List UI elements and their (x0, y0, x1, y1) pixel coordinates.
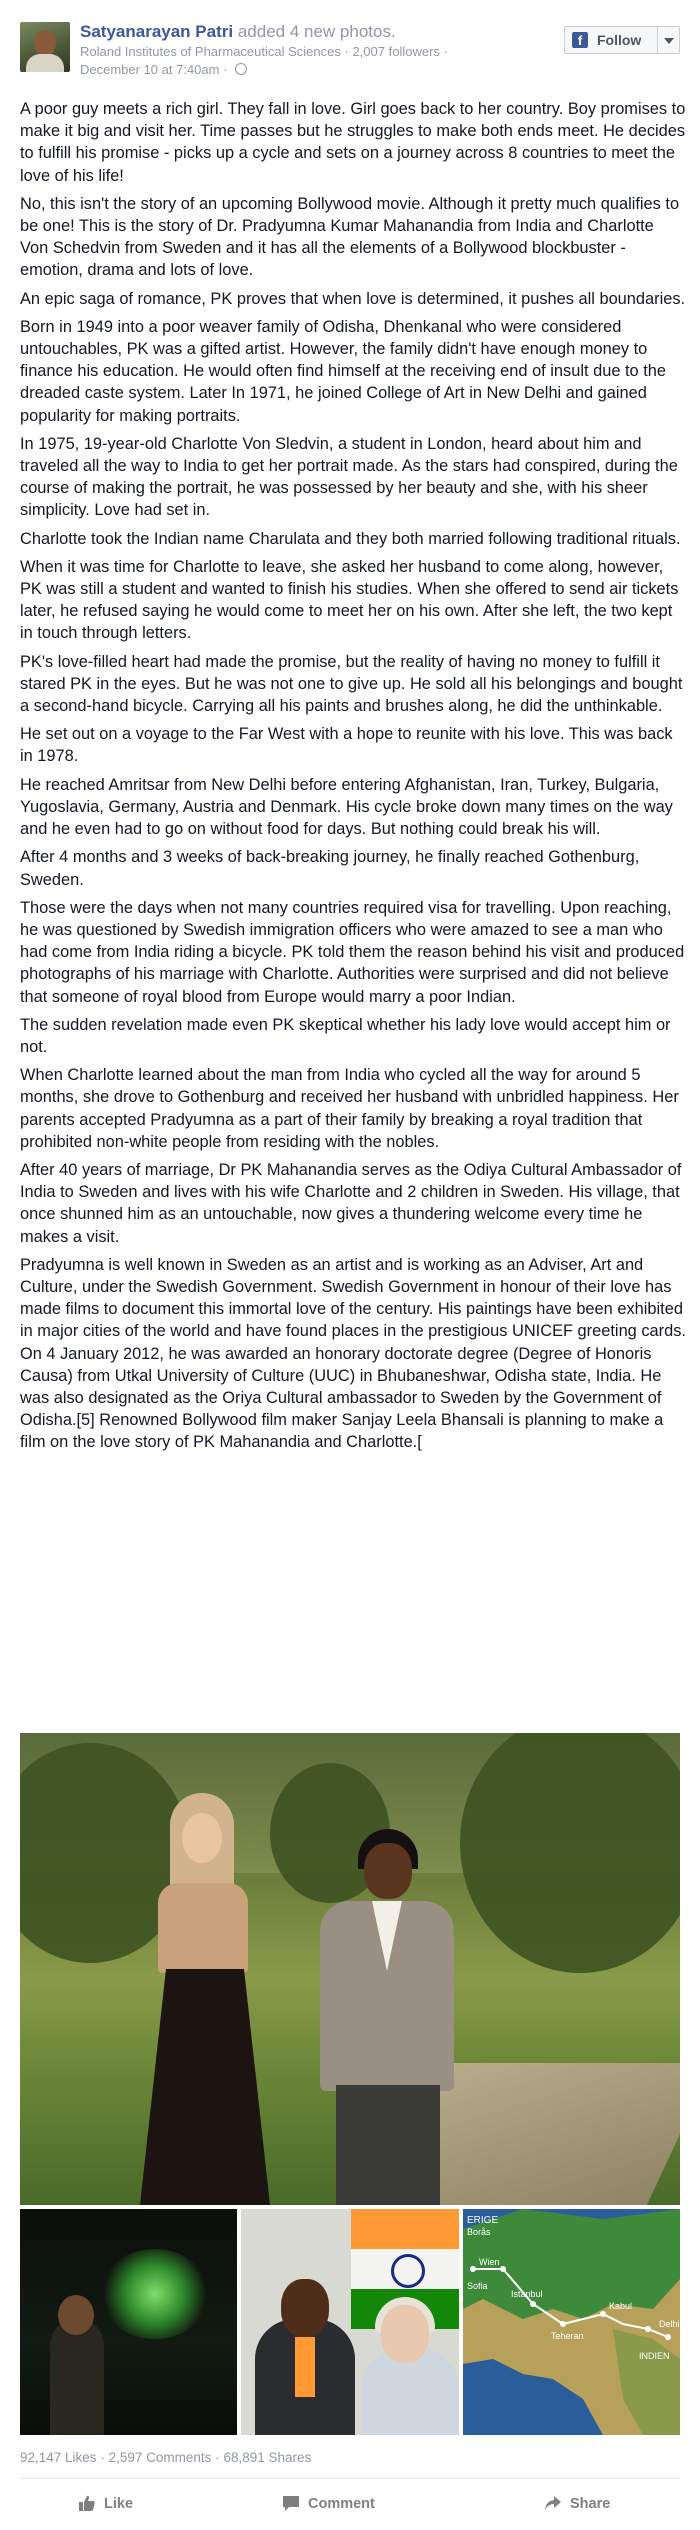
photo-grid (20, 1733, 680, 2435)
post-title-line (80, 22, 396, 42)
map-label: INDIEN (639, 2351, 670, 2361)
post-paragraph: After 4 months and 3 weeks of back-breaking journey, he finally reached Gothenburg, Sweden. (20, 848, 640, 889)
post-paragraph: An epic saga of romance, PK proves that when love is determined, it pushes all boundaries. (20, 289, 686, 308)
map-label: ERIGE (467, 2215, 499, 2226)
post-paragraph: Charlotte took the Indian name Charulata and they both married following traditional rituals. (20, 529, 681, 548)
author-name-link[interactable]: Satyanarayan Patri (80, 22, 234, 41)
map-label: Teheran (551, 2331, 584, 2341)
comment-icon (282, 2494, 300, 2512)
follow-button[interactable] (564, 26, 680, 54)
post-header (20, 22, 680, 86)
thumbs-up-icon (78, 2494, 96, 2512)
like-label: Like (104, 2496, 134, 2512)
post-paragraph: No, this isn't the story of an upcoming Bollywood movie. Although it pretty much qualifies to be one! This is the story of Dr. Pradyumna Kumar Mahanandia from India and Charlotte Von Schedvin from Sweden and it has all the elements of a Bollywood blockbuster - emotion, drama and lots of love. (20, 194, 680, 280)
post-paragraph: In 1975, 19-year-old Charlotte Von Sledvin, a student in London, heard about him and traveled all the way to India to get her portrait made. As the stars had conspired, during the course of making the portrait, he was possessed by her beauty and she, with his sheer simplicity. Love had set in. (20, 434, 678, 520)
post-paragraph: The sudden revelation made even PK skeptical whether his lady love would accept him or not. (20, 1015, 671, 1056)
likes-count-link[interactable]: 92,147 Likes (20, 2450, 97, 2465)
stats-separator: · (100, 2450, 105, 2465)
photo-couple-with-flag[interactable] (241, 2209, 459, 2435)
follow-label: Follow (597, 32, 642, 48)
post-action-text: added 4 new photos. (237, 22, 396, 41)
post-paragraph: When Charlotte learned about the man from India who cycled all the way for around 5 months, she drove to Gothenburg and received her husband with unbridled happiness. Her parents accepted Pradyumna as a part of their family by breaking a royal tradition that prohibited non-white people from residing with the nobles. (20, 1066, 679, 1151)
share-button[interactable] (544, 2494, 610, 2512)
post-paragraph: Born in 1949 into a poor weaver family of Odisha, Dhenkanal who were considered untouchables, PK was a gifted artist. However, the family didn't have enough money to finance his education. He would often find himself at the receiving end of insult due to the dreaded caste system. Later In 1971, he joined College of Art in New Delhi and gained popularity for making portraits. (20, 317, 667, 425)
comments-count-link[interactable]: 2,597 Comments (108, 2450, 212, 2465)
divider (20, 2478, 680, 2479)
post-paragraph: After 40 years of marriage, Dr PK Mahanandia serves as the Odiya Cultural Ambassador of India to Sweden and lives with his wife Charlotte and 2 children in Sweden. His village, that once shunned him as an untouchable, now gives a thundering welcome every time he makes a visit. (20, 1160, 682, 1246)
meta-separator: · (443, 44, 448, 59)
stats-separator: · (215, 2450, 220, 2465)
post-paragraph: He reached Amritsar from New Delhi before entering Afghanistan, Iran, Turkey, Bulgaria, Yugoslavia, Germany, Austria and Denmark. His cycle broke down many times on the way and he even had to go on without food for days. But nothing could break his will. (20, 775, 673, 839)
post-paragraph: Those were the days when not many countries required visa for travelling. Upon reaching, he was questioned by Swedish immigration officers who were amazed to see a man who had come from India riding a bicycle. PK told them the reason behind his visit and produced photographs of his marriage with Charlotte. Authorities were surprised and did not believe that someone of royal blood from Europe would marry a poor Indian. (20, 898, 685, 1006)
post-paragraph: He set out on a voyage to the Far West with a hope to reunite with his love. This was back in 1978. (20, 725, 673, 766)
post-paragraph: A poor guy meets a rich girl. They fall in love. Girl goes back to her country. Boy promises to make it big and visit her. Time passes but he struggles to make both ends meet. He decides to fulfill his promise - picks up a cycle and sets on a journey across 8 countries to meet the love of his life! (20, 100, 686, 185)
post-actions (20, 2486, 680, 2522)
share-icon (544, 2494, 562, 2512)
post-paragraph: When it was time for Charlotte to leave, she asked her husband to come along, however, PK was still a student and wanted to finish his studies. When she offered to send air tickets later, he refused saying he would come to meet her on his own. After she left, the two kept in touch through letters. (20, 557, 679, 643)
engagement-stats (20, 2450, 311, 2465)
map-label: Sofia (467, 2281, 488, 2291)
globe-icon (235, 63, 247, 75)
map-label: Wien (479, 2257, 500, 2267)
photo-route-map[interactable] (463, 2209, 680, 2435)
comment-button[interactable] (282, 2494, 375, 2512)
chevron-down-icon[interactable] (664, 38, 674, 44)
map-label: Delhi (659, 2319, 680, 2329)
shares-count-link[interactable]: 68,891 Shares (223, 2450, 312, 2465)
post-timestamp[interactable]: December 10 at 7:40am (80, 62, 220, 77)
post-paragraph: PK's love-filled heart had made the promise, but the reality of having no money to fulfill it stared PK in the eyes. But he was not one to give up. He sold all his belongings and bought a second-hand bicycle. Carrying all his paints and brushes along, he did the unthinkable. (20, 652, 683, 716)
map-label: Kabul (609, 2301, 633, 2311)
photo-main-couple[interactable] (20, 1733, 680, 2205)
post-time-line (80, 62, 247, 77)
author-avatar[interactable] (20, 22, 70, 72)
author-meta (80, 44, 448, 59)
meta-separator: · (344, 44, 349, 59)
map-label: Istanbul (511, 2289, 543, 2299)
post-body (20, 98, 686, 1460)
facebook-icon: f (572, 32, 588, 48)
institution-link[interactable]: Roland Institutes of Pharmaceutical Sciences (80, 44, 341, 59)
photo-green-light[interactable] (20, 2209, 237, 2435)
followers-count: 2,007 followers (352, 44, 440, 59)
meta-separator: · (223, 62, 228, 77)
post-paragraph: Pradyumna is well known in Sweden as an artist and is working as an Adviser, Art and Culture, under the Swedish Government. Swedish Government in honour of their love has made films to document this immortal love of the century. His paintings have been exhibited in major cities of the world and have found places in the prestigious UNICEF greeting cards. On 4 January 2012, he was awarded an honorary doctorate degree (Degree of Honoris Causa) from Utkal University of Culture (UUC) in Bhubaneshwar, Odisha state, India. He was also designated as the Oriya Cultural ambassador to Sweden by the Government of Odisha.[5] Renowned Bollywood film maker Sanjay Leela Bhansali is planning to make a film on the love story of PK Mahanandia and Charlotte.[ (20, 1255, 686, 1452)
comment-label: Comment (308, 2496, 375, 2512)
map-label: Borås (467, 2227, 491, 2237)
like-button[interactable] (78, 2494, 133, 2512)
share-label: Share (570, 2496, 611, 2512)
